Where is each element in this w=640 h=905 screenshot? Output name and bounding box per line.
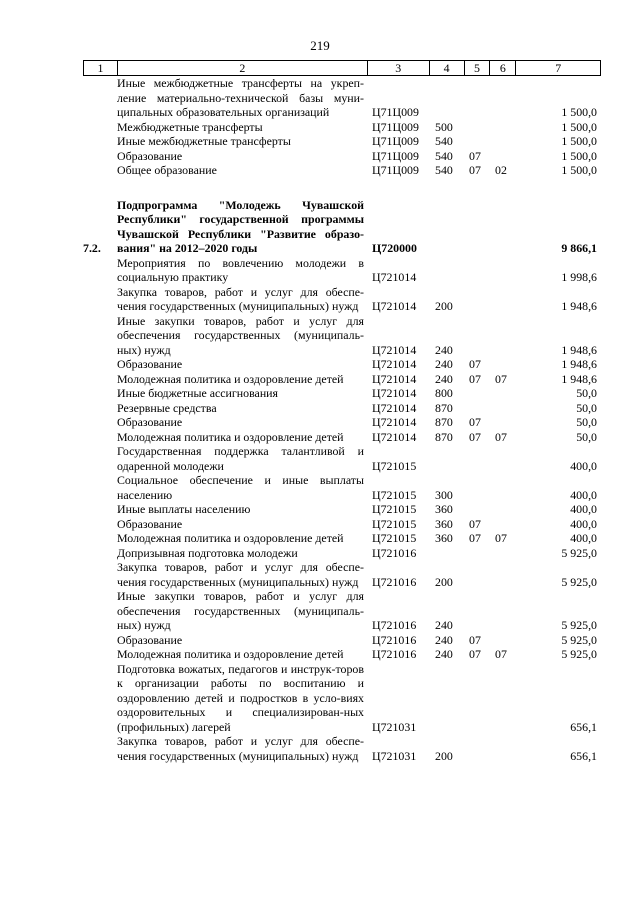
row-sum: 5 925,0 (561, 647, 597, 661)
row-code: Ц721016 (372, 647, 417, 661)
row-code: Ц721014 (372, 299, 417, 313)
row-subsection (491, 198, 517, 256)
row-subsection (491, 285, 517, 314)
row-subsection (491, 357, 517, 372)
row-number (83, 256, 117, 285)
row-number (83, 372, 117, 387)
row-sum: 656,1 (570, 748, 597, 763)
row-subsection (491, 256, 517, 285)
row-sum: 1 948,6 (561, 342, 597, 357)
table-row (83, 120, 601, 135)
budget-table (83, 60, 601, 763)
row-name: Образование (117, 632, 183, 647)
row-number (83, 662, 117, 735)
table-row (83, 314, 601, 358)
row-sum: 5 925,0 (561, 574, 597, 589)
row-code: Ц71Ц009 (372, 105, 419, 119)
row-sum: 5 925,0 (561, 632, 597, 647)
row-code: Ц71Ц009 (372, 148, 419, 163)
row-code: Ц721016 (372, 574, 417, 589)
row-section: 07 (469, 163, 481, 177)
table-row (83, 647, 601, 662)
row-sum: 1 500,0 (561, 148, 597, 163)
row-name: Закупка товаров, работ и услуг для обеспе-чения государственных (муниципальных) нужд (117, 560, 364, 589)
row-number (83, 357, 117, 372)
table-body (83, 76, 601, 763)
row-name: Иные межбюджетные трансферты (117, 134, 291, 148)
row-name: Подпрограмма "Молодежь Чувашской Республики" государственной программы Чувашской Республики "Развитие образо-вания" на 2012–2020 годы (117, 197, 364, 255)
row-subsection (491, 444, 517, 473)
row-number (83, 76, 117, 120)
row-code: Ц721014 (372, 342, 417, 357)
row-subsection (491, 149, 517, 164)
row-number: 7.2. (83, 241, 101, 255)
row-code: Ц720000 (372, 241, 417, 255)
row-name: Закупка товаров, работ и услуг для обеспе-чения государственных (муниципальных) нужд (117, 734, 364, 763)
row-sum: 5 925,0 (561, 618, 597, 632)
row-number (83, 444, 117, 473)
row-section: 07 (469, 429, 481, 444)
row-section (465, 285, 491, 314)
row-section: 07 (469, 371, 481, 386)
header-col-7: 7 (555, 61, 562, 75)
row-name: Государственная поддержка талантливой и одаренной молодежи (117, 444, 364, 473)
row-subsection (491, 386, 517, 401)
table-row (83, 560, 601, 589)
row-name: Иные выплаты населению (117, 502, 251, 516)
row-section (465, 662, 491, 735)
row-expense-group: 360 (435, 531, 453, 545)
row-expense-group (430, 546, 465, 561)
row-subsection (491, 517, 517, 532)
row-expense-group: 240 (435, 342, 453, 357)
row-sum: 1 948,6 (561, 357, 597, 371)
row-section: 07 (469, 516, 481, 531)
row-expense-group: 800 (435, 386, 453, 400)
row-section (465, 473, 491, 502)
row-expense-group: 870 (435, 415, 453, 429)
row-name: Допризывная подготовка молодежи (117, 545, 298, 560)
row-code: Ц721014 (372, 415, 417, 429)
row-section (465, 589, 491, 633)
row-code: Ц721015 (372, 502, 417, 516)
table-row (83, 473, 601, 502)
row-subsection (491, 314, 517, 358)
row-name: Иные закупки товаров, работ и услуг для обеспечения государственных (муниципаль-ных) нужд (117, 589, 364, 632)
row-sum: 1 998,6 (561, 270, 597, 284)
row-code: Ц721014 (372, 400, 417, 415)
row-name: Образование (117, 415, 183, 429)
row-number (83, 647, 117, 662)
table-row (83, 256, 601, 285)
row-number (83, 415, 117, 430)
row-name: Иные закупки товаров, работ и услуг для обеспечения государственных (муниципаль-ных) нужд (117, 313, 364, 357)
row-sum: 50,0 (576, 429, 597, 444)
row-name: Иные межбюджетные трансферты на укреп-ление материально-технической базы муни-ципальных образовательных организаций (117, 76, 364, 119)
row-name: Молодежная политика и оздоровление детей (117, 429, 344, 444)
row-code: Ц721015 (372, 516, 417, 531)
row-name: Молодежная политика и оздоровление детей (117, 531, 344, 545)
row-expense-group (430, 76, 465, 120)
row-code: Ц721015 (372, 487, 417, 502)
row-number (83, 430, 117, 445)
row-number (83, 120, 117, 135)
row-sum: 400,0 (570, 458, 597, 473)
row-expense-group: 240 (435, 618, 453, 632)
header-col-2: 2 (118, 61, 368, 75)
row-section (465, 444, 491, 473)
row-code: Ц71Ц009 (372, 119, 419, 134)
row-section: 07 (469, 647, 481, 661)
table-row (83, 357, 601, 372)
row-sum: 400,0 (570, 531, 597, 545)
table-row (83, 163, 601, 178)
row-section (465, 120, 491, 135)
row-code: Ц721015 (372, 458, 417, 473)
row-code: Ц721016 (372, 632, 417, 647)
header-col-4: 4 (430, 61, 465, 75)
header-col-6: 6 (490, 61, 516, 75)
row-subsection (491, 502, 517, 517)
row-expense-group: 240 (435, 371, 453, 386)
row-section: 07 (469, 357, 481, 371)
row-section (465, 502, 491, 517)
row-subsection (491, 662, 517, 735)
row-section (465, 386, 491, 401)
row-section (465, 256, 491, 285)
row-code: Ц71Ц009 (372, 163, 419, 177)
row-name: Образование (117, 357, 183, 371)
row-section: 07 (469, 531, 481, 545)
row-name: Межбюджетные трансферты (117, 119, 263, 134)
row-number (83, 734, 117, 763)
table-row (83, 372, 601, 387)
table-row (83, 76, 601, 120)
row-name: Молодежная политика и оздоровление детей (117, 647, 344, 661)
row-section (465, 546, 491, 561)
row-sum: 400,0 (570, 516, 597, 531)
table-row (83, 149, 601, 164)
row-expense-group: 360 (435, 516, 453, 531)
row-section (465, 198, 491, 256)
row-subsection (491, 560, 517, 589)
table-header-row (83, 60, 601, 76)
row-number (83, 401, 117, 416)
table-row (83, 734, 601, 763)
row-code: Ц721016 (372, 545, 417, 560)
row-name: Общее образование (117, 163, 217, 177)
row-expense-group (430, 256, 465, 285)
table-row (83, 134, 601, 149)
row-subsection (491, 134, 517, 149)
row-expense-group: 870 (435, 429, 453, 444)
table-row (83, 662, 601, 735)
row-code: Ц721014 (372, 429, 417, 444)
row-expense-group: 540 (435, 148, 453, 163)
row-section (465, 314, 491, 358)
row-sum: 1 500,0 (561, 163, 597, 177)
row-sum: 5 925,0 (561, 545, 597, 560)
row-subsection (491, 415, 517, 430)
row-name: Подготовка вожатых, педагогов и инструк-торов к организации работы по воспитанию и оздоровлению детей и подростков в усло-виях оздоровительных и специализирован-ных (профильных) лагерей (117, 661, 364, 734)
row-sum: 50,0 (576, 386, 597, 400)
row-expense-group (430, 198, 465, 256)
row-code: Ц71Ц009 (372, 134, 419, 148)
row-subsection: 07 (495, 429, 507, 444)
table-row (83, 415, 601, 430)
row-subsection (491, 76, 517, 120)
row-section: 07 (469, 148, 481, 163)
row-expense-group: 240 (435, 647, 453, 661)
header-col-3: 3 (368, 61, 430, 75)
row-expense-group: 200 (435, 574, 453, 589)
row-sum: 9 866,1 (561, 241, 597, 255)
table-row (83, 546, 601, 561)
table-row (83, 633, 601, 648)
row-number (83, 560, 117, 589)
table-row (83, 430, 601, 445)
table-row (83, 401, 601, 416)
row-number (83, 163, 117, 178)
row-sum: 1 948,6 (561, 299, 597, 313)
table-row (83, 502, 601, 517)
row-code: Ц721031 (372, 719, 417, 734)
row-expense-group: 540 (435, 134, 453, 148)
table-row (83, 531, 601, 546)
row-section (465, 401, 491, 416)
row-number (83, 517, 117, 532)
row-subsection (491, 546, 517, 561)
table-row (83, 517, 601, 532)
row-number (83, 589, 117, 633)
row-subsection: 07 (495, 531, 507, 545)
row-sum: 50,0 (576, 415, 597, 429)
table-row (83, 386, 601, 401)
row-number (83, 314, 117, 358)
page-number: 219 (310, 38, 330, 53)
row-code: Ц721014 (372, 371, 417, 386)
row-number (83, 386, 117, 401)
row-name: Образование (117, 148, 183, 163)
row-number (83, 546, 117, 561)
row-subsection: 07 (495, 371, 507, 386)
row-subsection (491, 120, 517, 135)
row-number (83, 473, 117, 502)
row-number (83, 134, 117, 149)
row-sum: 1 500,0 (561, 105, 597, 119)
row-name: Резервные средства (117, 400, 217, 415)
row-expense-group: 300 (435, 487, 453, 502)
row-expense-group: 240 (435, 357, 453, 371)
row-subsection (491, 473, 517, 502)
row-name: Мероприятия по вовлечению молодежи в социальную практику (117, 255, 364, 284)
row-name: Иные бюджетные ассигнования (117, 386, 279, 400)
table-row (83, 198, 601, 256)
row-sum: 50,0 (576, 400, 597, 415)
row-code: Ц721015 (372, 531, 417, 545)
row-section (465, 560, 491, 589)
row-subsection (491, 734, 517, 763)
row-expense-group (430, 662, 465, 735)
section-spacer (83, 178, 601, 198)
row-expense-group: 200 (435, 299, 453, 313)
row-sum: 1 500,0 (561, 119, 597, 134)
row-number (83, 285, 117, 314)
row-expense-group: 540 (435, 163, 453, 177)
header-col-1: 1 (84, 61, 118, 75)
row-sum: 1 948,6 (561, 371, 597, 386)
row-expense-group: 500 (435, 119, 453, 134)
row-subsection: 07 (495, 647, 507, 661)
row-name: Образование (117, 516, 183, 531)
row-expense-group: 870 (435, 400, 453, 415)
row-expense-group: 240 (435, 632, 453, 647)
row-section: 07 (469, 415, 481, 429)
row-section (465, 134, 491, 149)
row-code: Ц721016 (372, 618, 417, 632)
row-expense-group (430, 444, 465, 473)
header-col-5: 5 (465, 61, 491, 75)
table-row (83, 589, 601, 633)
row-name: Молодежная политика и оздоровление детей (117, 371, 344, 386)
row-code: Ц721031 (372, 748, 417, 763)
row-number (83, 149, 117, 164)
row-number (83, 633, 117, 648)
row-code: Ц721014 (372, 386, 417, 400)
row-sum: 656,1 (570, 719, 597, 734)
row-code: Ц721014 (372, 357, 417, 371)
table-row (83, 444, 601, 473)
row-sum: 1 500,0 (561, 134, 597, 148)
row-sum: 400,0 (570, 502, 597, 516)
row-section (465, 76, 491, 120)
row-number (83, 502, 117, 517)
row-code: Ц721014 (372, 270, 417, 284)
table-row (83, 285, 601, 314)
row-section (465, 734, 491, 763)
row-subsection: 02 (495, 163, 507, 177)
row-subsection (491, 633, 517, 648)
row-expense-group: 360 (435, 502, 453, 516)
row-section: 07 (469, 632, 481, 647)
row-name: Социальное обеспечение и иные выплаты населению (117, 473, 364, 502)
row-subsection (491, 589, 517, 633)
row-expense-group: 200 (435, 748, 453, 763)
row-name: Закупка товаров, работ и услуг для обеспе-чения государственных (муниципальных) нужд (117, 284, 364, 313)
row-subsection (491, 401, 517, 416)
row-number (83, 531, 117, 546)
row-sum: 400,0 (570, 487, 597, 502)
